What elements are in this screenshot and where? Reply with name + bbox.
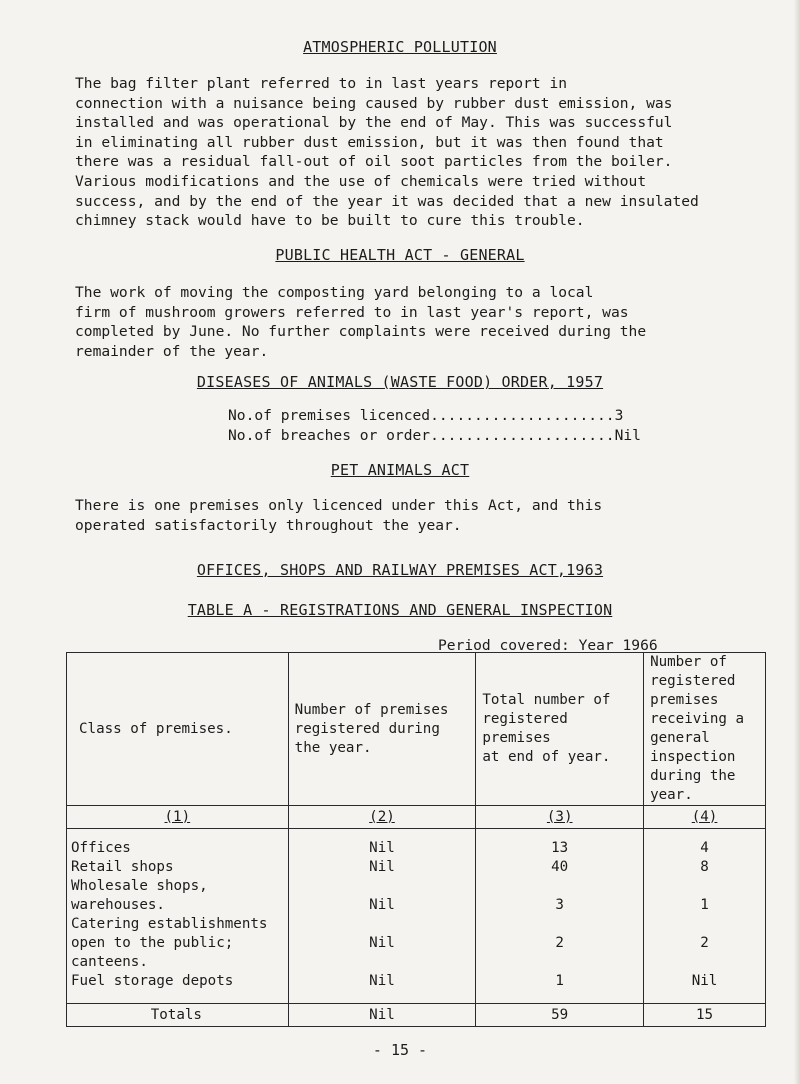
inspection-cell: 8: [644, 858, 766, 877]
public-health-heading: PUBLIC HEALTH ACT - GENERAL: [275, 246, 525, 264]
period-covered: Period covered: Year 1966: [438, 637, 658, 654]
registered-cell: Nil: [288, 877, 476, 915]
pet-animals-heading: PET ANIMALS ACT: [330, 461, 470, 479]
header-registered-during-year: Number of premises registered during the year.: [288, 653, 476, 806]
header-general-inspection: Number of registered premises receiving a general inspection during the year.: [644, 653, 766, 806]
premises-licenced-line: No.of premises licenced.....................3: [228, 407, 624, 424]
column-number: (2): [288, 806, 476, 829]
registered-cell: Nil: [288, 829, 476, 859]
total-cell: 40: [476, 858, 644, 877]
table-header-row: [67, 653, 766, 806]
column-number-row: [67, 806, 766, 829]
class-cell: Wholesale shops, warehouses.: [67, 877, 289, 915]
header-class-of-premises: Class of premises.: [67, 653, 289, 806]
class-cell: Offices: [67, 829, 289, 859]
total-cell: 13: [476, 829, 644, 859]
totals-registered: Nil: [288, 1004, 476, 1027]
registered-cell: Nil: [288, 915, 476, 972]
table-a-heading: TABLE A - REGISTRATIONS AND GENERAL INSPECTION: [187, 601, 613, 619]
table-row: [67, 972, 766, 1004]
total-cell: 3: [476, 877, 644, 915]
class-cell: Retail shops: [67, 858, 289, 877]
registrations-table: [66, 652, 766, 1027]
class-cell: Fuel storage depots: [67, 972, 289, 1004]
column-number: (1): [67, 806, 289, 829]
inspection-cell: 4: [644, 829, 766, 859]
total-cell: 1: [476, 972, 644, 1004]
offices-shops-heading: OFFICES, SHOPS AND RAILWAY PREMISES ACT,1963: [196, 561, 604, 579]
table-row: [67, 915, 766, 972]
totals-inspection: 15: [644, 1004, 766, 1027]
atmospheric-pollution-paragraph: The bag filter plant referred to in last years report in connection with a nuisance being caused by rubber dust emission, was installed and was operational by the end of May. This was successful in eliminating all rubber dust emission, but it was then found that there was a residual fall-out of oil soot particles from the boiler. Various modifications and the use of chemicals were tried without success, and by the end of the year it was decided that a new insulated chimney stack would have to be built to cure this trouble.: [75, 75, 699, 230]
public-health-paragraph: The work of moving the composting yard belonging to a local firm of mushroom growers referred to in last year's report, was completed by June. No further complaints were received during the remainder of the year.: [75, 284, 647, 360]
diseases-of-animals-heading: DISEASES OF ANIMALS (WASTE FOOD) ORDER, 1957: [196, 373, 604, 391]
page-edge-shadow: [794, 0, 800, 1084]
header-total-registered: Total number of registered premises at end of year.: [476, 653, 644, 806]
table-row: [67, 829, 766, 859]
breaches-of-order-line: No.of breaches or order.....................Nil: [228, 427, 641, 444]
inspection-cell: Nil: [644, 972, 766, 1004]
pet-animals-paragraph: There is one premises only licenced under this Act, and this operated satisfactorily throughout the year.: [75, 497, 603, 534]
totals-label: Totals: [67, 1004, 289, 1027]
registered-cell: Nil: [288, 858, 476, 877]
inspection-cell: 2: [644, 915, 766, 972]
column-number: (3): [476, 806, 644, 829]
registered-cell: Nil: [288, 972, 476, 1004]
class-cell: Catering establishments open to the public; canteens.: [67, 915, 289, 972]
total-cell: 2: [476, 915, 644, 972]
column-number: (4): [644, 806, 766, 829]
totals-total: 59: [476, 1004, 644, 1027]
table-row: [67, 858, 766, 877]
atmospheric-pollution-heading: ATMOSPHERIC POLLUTION: [303, 38, 497, 56]
totals-row: [67, 1004, 766, 1027]
inspection-cell: 1: [644, 877, 766, 915]
table-row: [67, 877, 766, 915]
page-number: - 15 -: [372, 1041, 428, 1059]
